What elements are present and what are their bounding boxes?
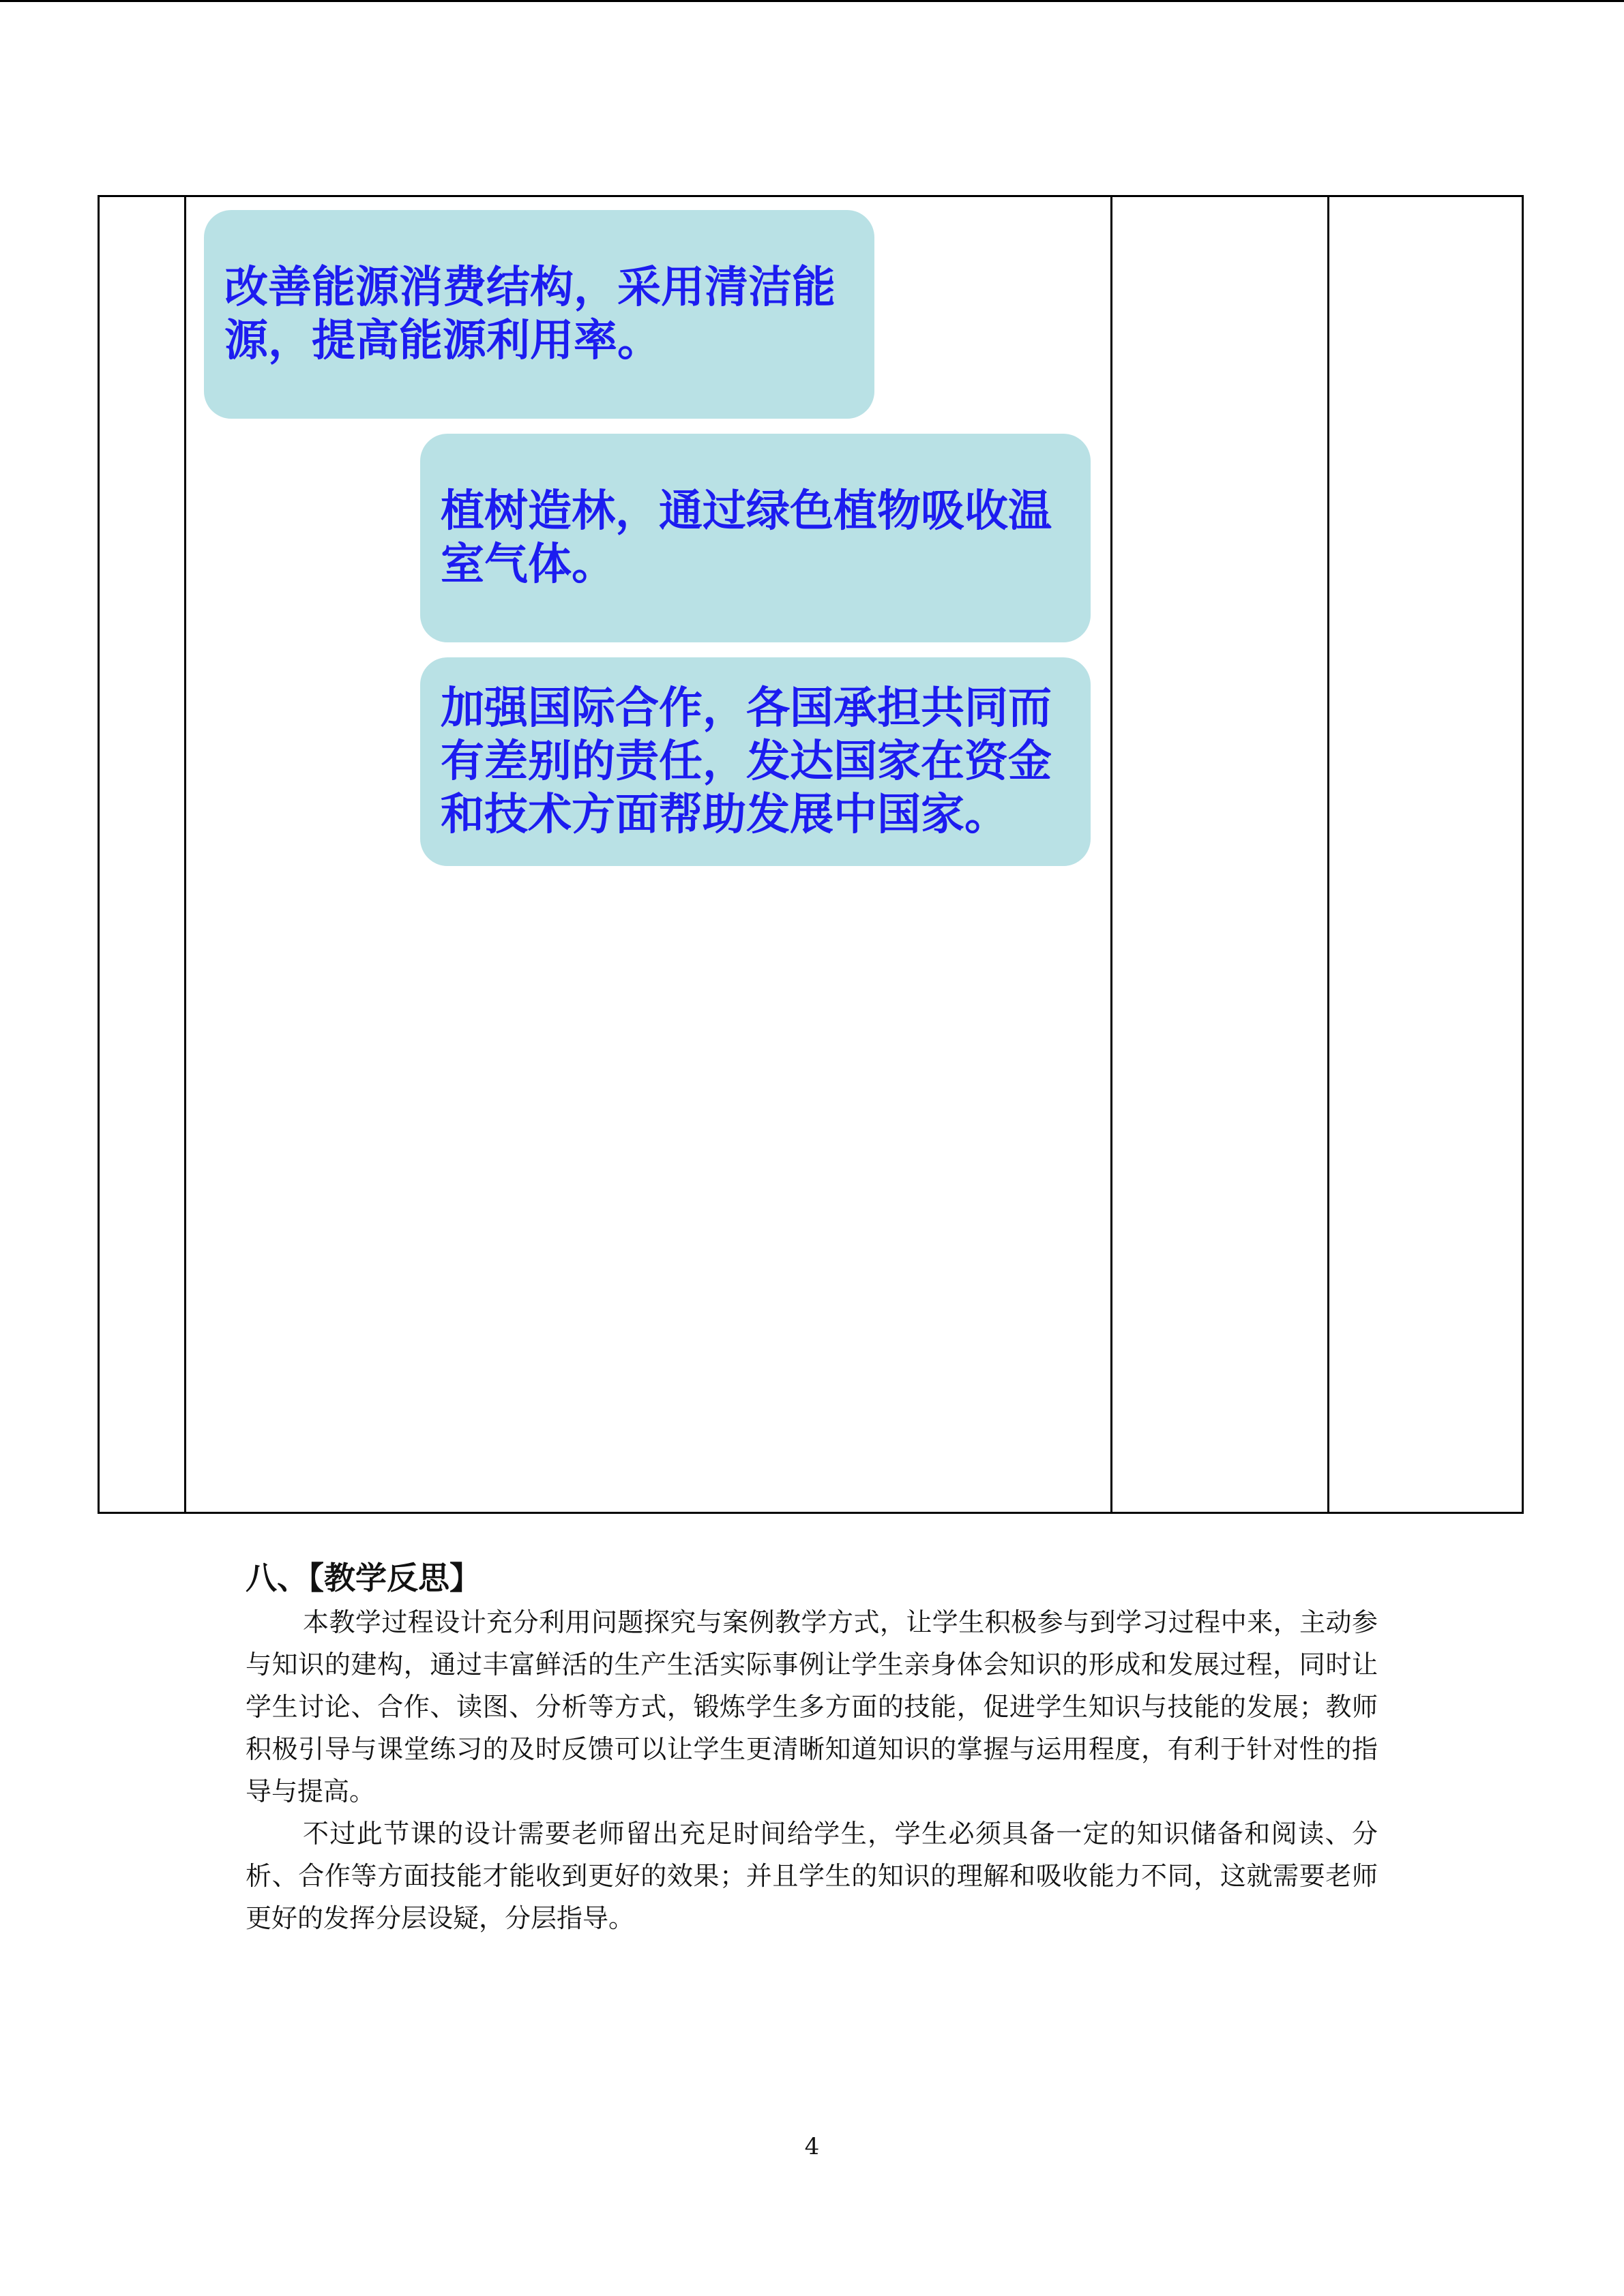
measure-bubble-cooperation xyxy=(420,657,1091,866)
measure-bubble-afforestation-text: 植树造林，通过绿色植物吸收温室气体。 xyxy=(441,486,1052,590)
page-number: 4 xyxy=(804,2133,820,2160)
reflection-heading: 八、【教学反思】 xyxy=(246,1560,481,1596)
reflection-paragraph-1: 本教学过程设计充分利用问题探究与案例教学方式，让学生积极参与到学习过程中来，主动参与知识的建构，通过丰富鲜活的生产生活实际事例让学生亲身体会知识的形成和发展过程，同时让学生讨论、合作、读图、分析等方式，锻炼学生多方面的技能，促进学生知识与技能的发展；教师积极引导与课堂练习的及时反馈可以让学生更清晰知道知识的掌握与运用程度，有利于针对性的指导与提高。 xyxy=(246,1607,1378,1806)
measure-bubble-afforestation xyxy=(420,434,1091,642)
table-column-divider-1 xyxy=(184,197,186,1512)
table-column-divider-2 xyxy=(1110,197,1112,1512)
measure-bubble-energy-text: 改善能源消费结构，采用清洁能源，提高能源利用率。 xyxy=(224,263,836,366)
table-column-divider-3 xyxy=(1327,197,1329,1512)
measure-bubble-cooperation-text: 加强国际合作，各国承担共同而有差别的责任，发达国家在资金和技术方面帮助发展中国家。 xyxy=(441,683,1052,840)
reflection-paragraph-2: 不过此节课的设计需要老师留出充足时间给学生，学生必须具备一定的知识储备和阅读、分析、合作等方面技能才能收到更好的效果；并且学生的知识的理解和吸收能力不同，这就需要老师更好的发挥分层设疑，分层指导。 xyxy=(246,1819,1378,1933)
page-top-border xyxy=(0,0,1624,2)
measure-bubble-energy xyxy=(204,210,874,419)
